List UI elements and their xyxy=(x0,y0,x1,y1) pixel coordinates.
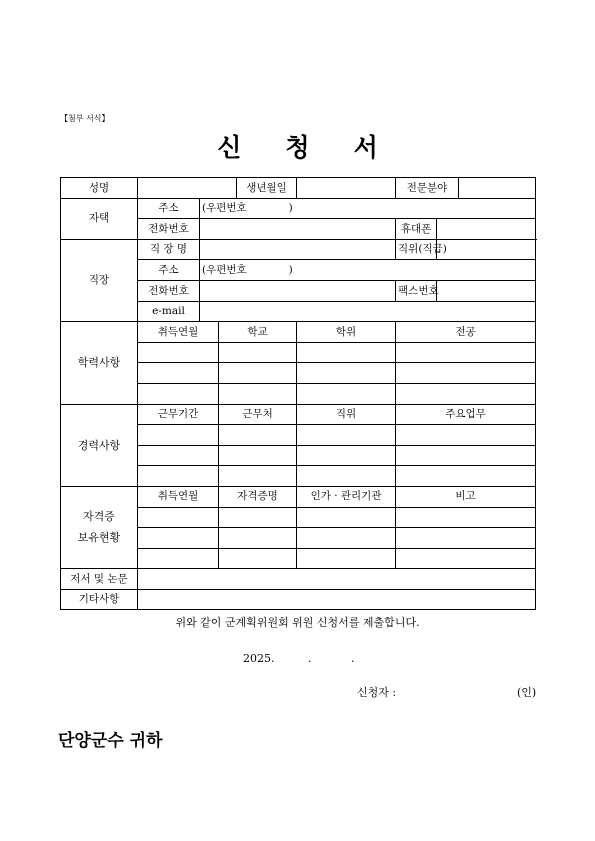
license-name-cell[interactable] xyxy=(219,528,297,549)
application-form-table xyxy=(60,177,536,610)
seal-label: (인) xyxy=(517,686,537,699)
page-title: 신청서 xyxy=(217,133,422,162)
name-field[interactable] xyxy=(138,178,237,199)
career-label: 경력사항 xyxy=(61,404,138,486)
license-remarks-cell[interactable] xyxy=(396,507,536,528)
publications-row xyxy=(61,569,536,590)
mobile-field[interactable] xyxy=(437,219,536,240)
career-period-cell[interactable] xyxy=(138,445,219,466)
name-row xyxy=(61,178,536,199)
career-workplace-cell[interactable] xyxy=(219,425,297,446)
license-authority-cell[interactable] xyxy=(297,507,396,528)
career-period-cell[interactable] xyxy=(138,425,219,446)
license-label xyxy=(61,486,138,568)
license-col-name: 자격증명 xyxy=(219,486,297,507)
date-month-dot: . xyxy=(308,652,312,665)
education-label: 학력사항 xyxy=(61,322,138,404)
career-position-cell[interactable] xyxy=(297,425,396,446)
applicant-label: 신청자 : xyxy=(357,686,397,699)
date-day-dot: . xyxy=(351,652,355,665)
education-col-major: 전공 xyxy=(396,322,536,343)
submission-statement: 위와 같이 군계획위원회 위원 신청서를 제출합니다. xyxy=(175,616,420,629)
career-duties-cell[interactable] xyxy=(396,466,536,487)
addressee: 단양군수 귀하 xyxy=(58,731,163,751)
education-col-school: 학교 xyxy=(219,322,297,343)
birth-label: 생년월일 xyxy=(237,178,297,199)
publications-label: 저서 및 논문 xyxy=(61,569,138,590)
position-label: 직위(직급) xyxy=(396,239,437,260)
career-duties-cell[interactable] xyxy=(396,425,536,446)
career-period-cell[interactable] xyxy=(138,466,219,487)
license-header-row xyxy=(61,486,536,507)
home-phone-label: 전화번호 xyxy=(138,219,200,240)
education-degree-cell[interactable] xyxy=(297,342,396,363)
specialty-label: 전문분야 xyxy=(396,178,459,199)
company-field[interactable] xyxy=(200,239,396,260)
education-col-degree: 학위 xyxy=(297,322,396,343)
other-row xyxy=(61,589,536,610)
career-col-period: 근무기간 xyxy=(138,404,219,425)
career-duties-cell[interactable] xyxy=(396,445,536,466)
work-address-label: 주소 xyxy=(138,260,200,281)
license-date-cell[interactable] xyxy=(138,507,219,528)
license-name-cell[interactable] xyxy=(219,507,297,528)
license-remarks-cell[interactable] xyxy=(396,548,536,569)
work-label: 직장 xyxy=(61,239,138,321)
license-name-cell[interactable] xyxy=(219,548,297,569)
education-degree-cell[interactable] xyxy=(297,363,396,384)
license-col-remarks: 비고 xyxy=(396,486,536,507)
license-remarks-cell[interactable] xyxy=(396,528,536,549)
education-date-cell[interactable] xyxy=(138,363,219,384)
publications-field[interactable] xyxy=(138,569,536,590)
education-school-cell[interactable] xyxy=(219,383,297,404)
license-col-date: 취득연월 xyxy=(138,486,219,507)
position-field[interactable] xyxy=(437,239,536,260)
education-header-row xyxy=(61,322,536,343)
fax-field[interactable] xyxy=(437,280,536,301)
career-position-cell[interactable] xyxy=(297,466,396,487)
license-label-line1: 자격증 xyxy=(83,509,115,523)
home-address-label: 주소 xyxy=(138,198,200,219)
education-col-date: 취득연월 xyxy=(138,322,219,343)
date-year: 2025. xyxy=(243,652,275,665)
home-address-row xyxy=(61,198,536,219)
license-col-authority: 인가 · 관리기관 xyxy=(297,486,396,507)
education-school-cell[interactable] xyxy=(219,363,297,384)
education-major-cell[interactable] xyxy=(396,363,536,384)
mobile-label: 휴대폰 xyxy=(396,219,437,240)
education-date-cell[interactable] xyxy=(138,383,219,404)
career-col-duties: 주요업무 xyxy=(396,404,536,425)
home-phone-field[interactable] xyxy=(200,219,396,240)
career-workplace-cell[interactable] xyxy=(219,445,297,466)
fax-label: 팩스번호 xyxy=(396,280,437,301)
education-major-cell[interactable] xyxy=(396,342,536,363)
education-major-cell[interactable] xyxy=(396,383,536,404)
education-date-cell[interactable] xyxy=(138,342,219,363)
email-field[interactable] xyxy=(200,301,536,322)
attachment-label: 【첨부 서식】 xyxy=(60,114,110,123)
company-label: 직 장 명 xyxy=(138,239,200,260)
career-header-row xyxy=(61,404,536,425)
work-company-row xyxy=(61,239,536,260)
birth-field[interactable] xyxy=(297,178,396,199)
name-label: 성명 xyxy=(61,178,138,199)
work-address-field[interactable]: (우편번호 ) xyxy=(200,260,536,281)
specialty-field[interactable] xyxy=(459,178,536,199)
career-workplace-cell[interactable] xyxy=(219,466,297,487)
home-label: 자택 xyxy=(61,198,138,239)
license-date-cell[interactable] xyxy=(138,548,219,569)
license-label-line2: 보유현황 xyxy=(77,530,121,544)
submission-date xyxy=(243,652,355,665)
email-label: e-mail xyxy=(138,301,200,322)
career-col-workplace: 근무처 xyxy=(219,404,297,425)
other-label: 기타사항 xyxy=(61,589,138,610)
education-school-cell[interactable] xyxy=(219,342,297,363)
license-date-cell[interactable] xyxy=(138,528,219,549)
work-phone-field[interactable] xyxy=(200,280,396,301)
license-authority-cell[interactable] xyxy=(297,528,396,549)
education-degree-cell[interactable] xyxy=(297,383,396,404)
other-field[interactable] xyxy=(138,589,536,610)
license-authority-cell[interactable] xyxy=(297,548,396,569)
career-position-cell[interactable] xyxy=(297,445,396,466)
career-col-position: 직위 xyxy=(297,404,396,425)
home-address-field[interactable]: (우편번호 ) xyxy=(200,198,536,219)
work-phone-label: 전화번호 xyxy=(138,280,200,301)
